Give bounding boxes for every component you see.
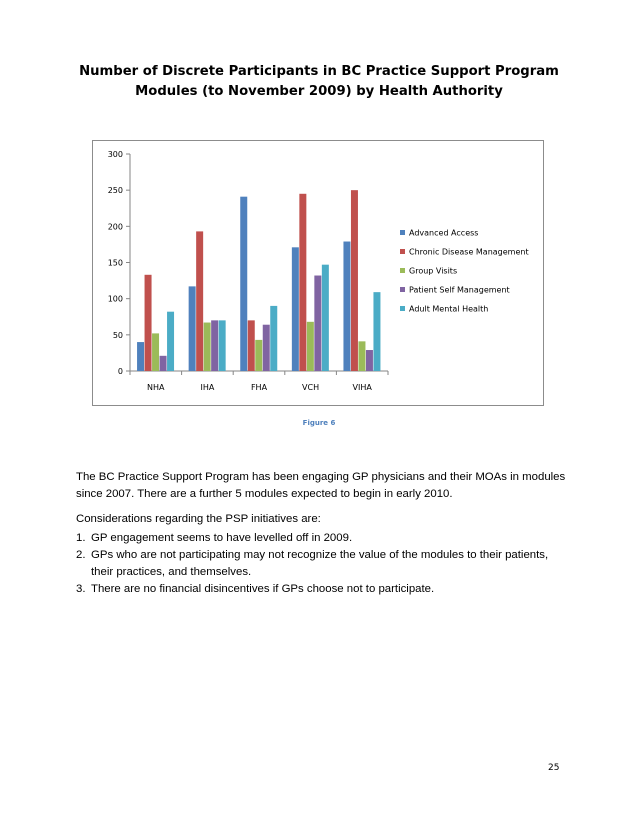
bar-group-visits xyxy=(255,340,262,371)
list-item xyxy=(76,530,566,547)
bar-group-visits xyxy=(307,322,314,371)
bar-chronic-disease-management xyxy=(196,231,203,371)
legend-swatch xyxy=(400,249,405,254)
bar-advanced-access xyxy=(137,342,144,371)
list-item-text: There are no financial disincentives if GPs choose not to participate. xyxy=(91,583,435,595)
list-item-text: GP engagement seems to have levelled off in 2009. xyxy=(91,532,353,544)
x-tick-label: FHA xyxy=(250,383,268,392)
list-item-text: GPs who are not participating may not recognize the value of the modules to their patients, their practices, and themselves. xyxy=(91,549,549,578)
bar-patient-self-management xyxy=(160,356,167,371)
list-item xyxy=(76,547,566,581)
legend-label: Group Visits xyxy=(409,266,458,276)
y-tick-label: 200 xyxy=(107,222,123,232)
bar-patient-self-management xyxy=(263,325,270,371)
bar-group-visits xyxy=(152,333,159,371)
y-tick-label: 100 xyxy=(107,294,123,304)
x-tick-label: NHA xyxy=(147,383,165,392)
bar-patient-self-management xyxy=(314,276,321,371)
y-tick-label: 250 xyxy=(107,186,123,196)
bar-chart xyxy=(93,141,543,405)
chart-container xyxy=(92,140,544,406)
legend-swatch xyxy=(400,268,405,273)
bar-patient-self-management xyxy=(211,320,218,371)
considerations-list xyxy=(76,530,566,598)
bar-advanced-access xyxy=(343,242,350,371)
bar-adult-mental-health xyxy=(219,320,226,371)
bar-chronic-disease-management xyxy=(299,194,306,371)
legend-label: Patient Self Management xyxy=(409,285,510,295)
page-number: 25 xyxy=(548,763,560,773)
bar-chronic-disease-management xyxy=(351,190,358,371)
x-tick-label: VIHA xyxy=(352,383,372,392)
list-item-number: 3. xyxy=(76,583,86,595)
legend-swatch xyxy=(400,230,405,235)
y-tick-label: 50 xyxy=(112,330,123,340)
legend-label: Chronic Disease Management xyxy=(409,247,529,257)
bar-chronic-disease-management xyxy=(145,275,152,371)
list-item xyxy=(76,581,566,598)
bar-advanced-access xyxy=(240,197,247,371)
body-paragraph-1: The BC Practice Support Program has been engaging GP physicians and their MOAs in modules since 2007. There are a further 5 modules expected to begin in early 2010. xyxy=(76,471,566,500)
x-tick-label: VCH xyxy=(302,383,320,392)
y-tick-label: 150 xyxy=(107,258,123,268)
figure-caption: Figure 6 xyxy=(302,419,336,427)
bar-group-visits xyxy=(204,323,211,371)
legend-label: Advanced Access xyxy=(409,228,479,238)
bar-adult-mental-health xyxy=(167,312,174,371)
legend-swatch xyxy=(400,287,405,292)
chart-title xyxy=(60,62,578,102)
chart-title-line-1: Number of Discrete Participants in BC Practice Support Program xyxy=(79,64,559,79)
list-item-number: 2. xyxy=(76,549,86,561)
bar-advanced-access xyxy=(189,286,196,371)
y-tick-label: 0 xyxy=(117,367,123,376)
bar-adult-mental-health xyxy=(322,265,329,371)
chart-title-line-2: Modules (to November 2009) by Health Authority xyxy=(135,84,503,99)
body-paragraph-2: Considerations regarding the PSP initiatives are: xyxy=(76,513,321,525)
bar-chronic-disease-management xyxy=(248,320,255,371)
legend-label: Adult Mental Health xyxy=(409,304,489,314)
bar-adult-mental-health xyxy=(270,306,277,371)
y-tick-label: 300 xyxy=(107,150,123,159)
bar-adult-mental-health xyxy=(373,292,380,371)
bar-advanced-access xyxy=(292,247,299,371)
list-item-number: 1. xyxy=(76,532,86,544)
x-tick-label: IHA xyxy=(200,383,215,392)
bar-group-visits xyxy=(358,341,365,371)
legend-swatch xyxy=(400,306,405,311)
bar-patient-self-management xyxy=(366,350,373,371)
